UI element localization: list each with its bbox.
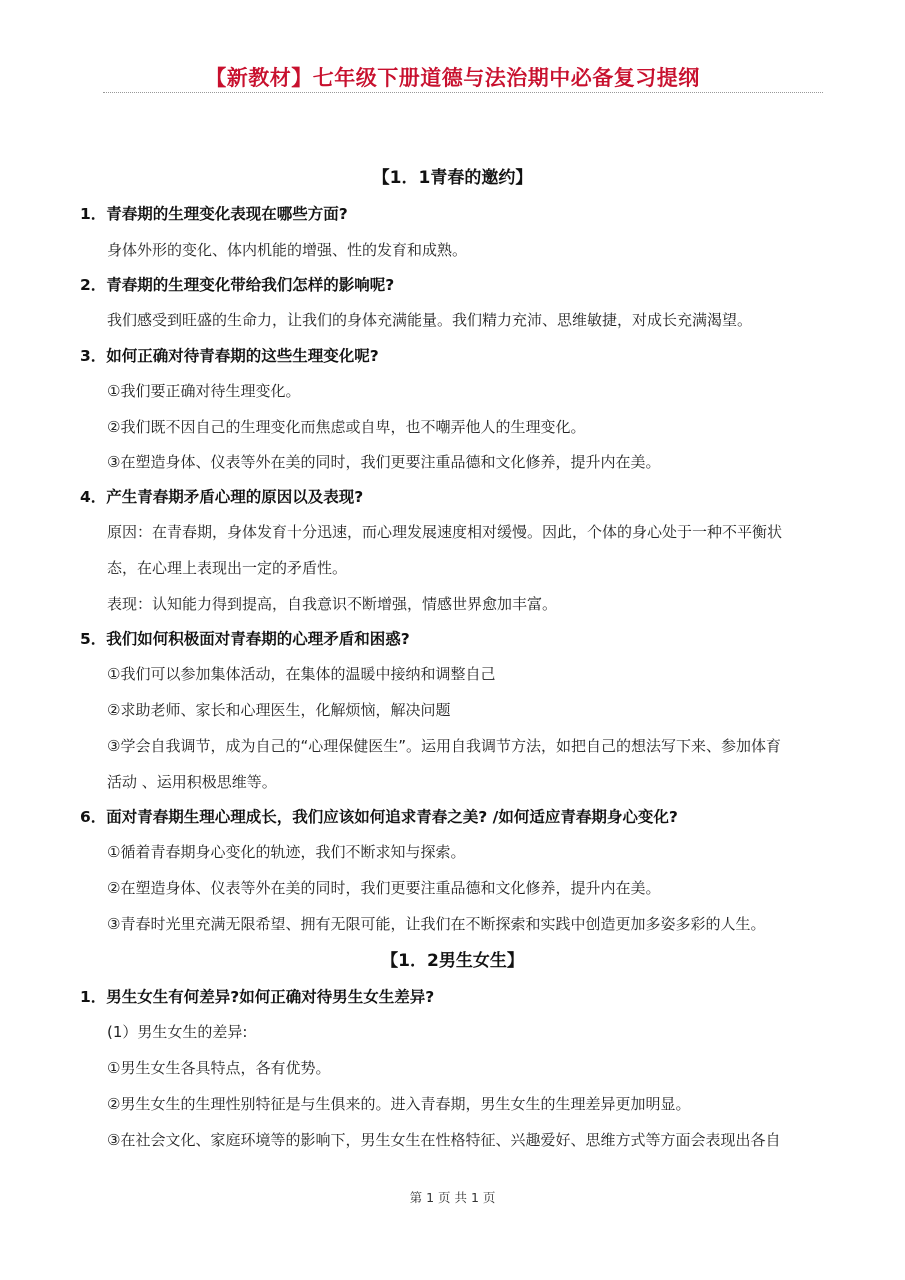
- section-heading: 【1．1青春的邀约】: [372, 168, 533, 188]
- answer-line: ③学会自我调节，成为自己的“心理保健医生”。运用自我调节方法，如把自己的想法写下来、参加体育: [107, 737, 781, 755]
- section-heading: 【1．2男生女生】: [381, 951, 524, 971]
- answer-line: ③青春时光里充满无限希望、拥有无限可能，让我们在不断探索和实践中创造更加多姿多彩的人生。: [107, 915, 766, 933]
- title-divider: [103, 92, 823, 93]
- answer-line: 原因：在青春期，身体发育十分迅速，而心理发展速度相对缓慢。因此，个体的身心处于一种不平衡状: [107, 523, 783, 541]
- question-heading: 1．男生女生有何差异?如何正确对待男生女生差异?: [80, 988, 435, 1006]
- question-heading: 1．青春期的生理变化表现在哪些方面?: [80, 205, 348, 223]
- question-heading: 2．青春期的生理变化带给我们怎样的影响呢?: [80, 276, 395, 294]
- document-title: 【新教材】七年级下册道德与法治期中必备复习提纲: [205, 66, 700, 90]
- answer-line: ①我们要正确对待生理变化。: [107, 382, 301, 400]
- answer-line: 身体外形的变化、体内机能的增强、性的发育和成熟。: [107, 241, 468, 259]
- answer-line: ①循着青春期身心变化的轨迹，我们不断求知与探索。: [107, 843, 466, 861]
- answer-line: ②在塑造身体、仪表等外在美的同时，我们更要注重品德和文化修养，提升内在美。: [107, 879, 661, 897]
- answer-line: 活动 、运用积极思维等。: [107, 773, 277, 791]
- answer-line: 态，在心理上表现出一定的矛盾性。: [107, 559, 348, 577]
- answer-line: ③在社会文化、家庭环境等的影响下，男生女生在性格特征、兴趣爱好、思维方式等方面会表现出各自: [107, 1131, 781, 1149]
- page-footer: 第 1 页 共 1 页: [409, 1190, 496, 1205]
- question-heading: 6．面对青春期生理心理成长，我们应该如何追求青春之美? /如何适应青春期身心变化?: [80, 808, 678, 826]
- question-heading: 3．如何正确对待青春期的这些生理变化呢?: [80, 347, 379, 365]
- answer-line: ①男生女生各具特点，各有优势。: [107, 1059, 331, 1077]
- question-heading: 5．我们如何积极面对青春期的心理矛盾和困惑?: [80, 630, 410, 648]
- answer-line: 我们感受到旺盛的生命力，让我们的身体充满能量。我们精力充沛、思维敏捷，对成长充满渴望。: [107, 311, 753, 329]
- answer-line: 表现：认知能力得到提高，自我意识不断增强，情感世界愈加丰富。: [107, 595, 558, 613]
- answer-line: ③在塑造身体、仪表等外在美的同时，我们更要注重品德和文化修养，提升内在美。: [107, 453, 661, 471]
- answer-line: ②求助老师、家长和心理医生，化解烦恼，解决问题: [107, 701, 451, 719]
- answer-line: ②我们既不因自己的生理变化而焦虑或自卑，也不嘲弄他人的生理变化。: [107, 418, 586, 436]
- answer-line: ②男生女生的生理性别特征是与生俱来的。进入青春期，男生女生的生理差异更加明显。: [107, 1095, 691, 1113]
- question-heading: 4．产生青春期矛盾心理的原因以及表现?: [80, 488, 364, 506]
- answer-line: (1）男生女生的差异:: [107, 1023, 248, 1041]
- answer-line: ①我们可以参加集体活动，在集体的温暖中接纳和调整自己: [107, 665, 496, 683]
